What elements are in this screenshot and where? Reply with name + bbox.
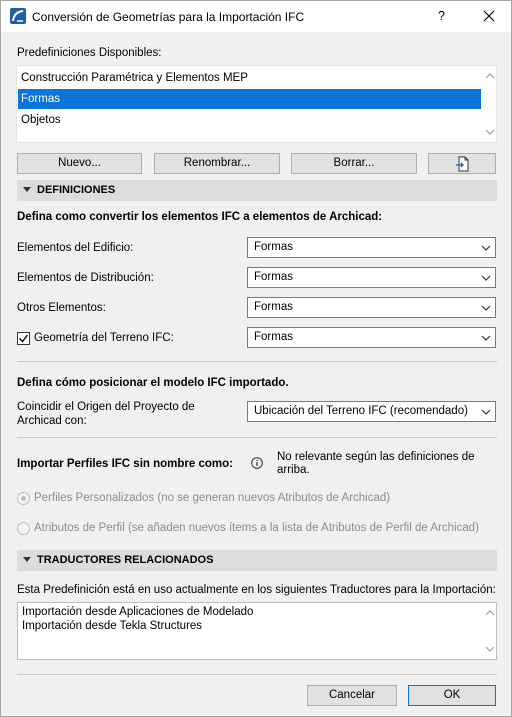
terrain-geometry-select[interactable] [247,327,496,348]
title-bar [1,1,511,32]
collapse-triangle-icon[interactable] [23,187,31,192]
list-item-label: Construcción Paramétrica y Elementos MEP [21,72,248,84]
info-icon [251,457,263,469]
list-item: Importación desde Tekla Structures [22,620,203,632]
export-button[interactable] [428,153,496,174]
select-value: Formas [254,241,293,253]
chevron-down-icon [481,408,491,416]
terrain-geometry-checkbox[interactable] [17,332,30,345]
select-value: Formas [254,331,293,343]
export-file-icon [455,156,471,172]
origin-select[interactable] [247,401,496,422]
help-button[interactable]: ? [438,9,445,23]
window-title: Conversión de Geometrías para la Importación IFC [32,10,305,24]
close-icon[interactable] [480,6,498,26]
section-title: DEFINICIONES [37,184,116,196]
profile-attributes-label: Atributos de Perfil (se añaden nuevos ítems a la lista de Atributos de Perfil de Archicad) [34,522,479,534]
chevron-down-icon [481,244,491,252]
chevron-down-icon [481,304,491,312]
translators-list[interactable] [17,602,497,660]
profiles-title: Importar Perfiles IFC sin nombre como: [17,458,233,470]
origin-label-line1: Coincidir el Origen del Proyecto de [17,401,195,413]
position-title: Defina cómo posicionar el modelo IFC importado. [17,377,289,389]
profiles-note-line1: No relevante según las definiciones de [277,451,475,463]
translators-section-header[interactable] [17,550,497,571]
cancel-button[interactable]: Cancelar [307,685,397,706]
presets-list[interactable] [16,65,497,143]
scroll-down-icon[interactable] [484,643,496,655]
building-elements-select[interactable] [247,237,496,258]
origin-label-line2: Archicad con: [17,415,87,427]
new-button[interactable]: Nuevo... [17,153,142,174]
scroll-up-icon[interactable] [484,607,496,619]
custom-profiles-radio[interactable] [17,492,30,505]
scroll-up-icon[interactable] [484,70,496,82]
list-item: Importación desde Aplicaciones de Modelado [22,606,254,618]
list-item-label: Formas [21,93,60,105]
profile-attributes-radio[interactable] [17,522,30,535]
select-value: Ubicación del Terreno IFC (recomendado) [254,405,468,417]
list-item[interactable] [18,110,481,130]
definitions-section-header[interactable] [17,180,497,201]
custom-profiles-label: Perfiles Personalizados (no se generan nuevos Atributos de Archicad) [34,492,391,504]
terrain-geometry-label: Geometría del Terreno IFC: [34,332,174,344]
select-value: Formas [254,271,293,283]
checkmark-icon [18,333,29,344]
other-elements-select[interactable] [247,297,496,318]
list-item-label: Objetos [21,114,61,126]
divider [17,437,497,438]
select-value: Formas [254,301,293,313]
list-item[interactable] [18,68,481,88]
archicad-app-icon [10,8,26,24]
section-title: TRADUCTORES RELACIONADOS [37,554,214,566]
chevron-down-icon [481,274,491,282]
scroll-down-icon[interactable] [484,126,496,138]
profiles-note-line2: arriba. [277,464,310,476]
delete-button[interactable]: Borrar... [291,153,417,174]
list-item-selected[interactable] [18,89,481,109]
chevron-down-icon [481,334,491,342]
building-elements-label: Elementos del Edificio: [17,242,134,254]
translators-description: Esta Predefinición está en uso actualmente en los siguientes Traductores para la Importación: [17,584,496,596]
presets-label: Predefiniciones Disponibles: [17,47,162,59]
convert-title: Defina como convertir los elementos IFC a elementos de Archicad: [17,211,383,223]
collapse-triangle-icon[interactable] [23,557,31,562]
divider [17,361,497,362]
distribution-elements-select[interactable] [247,267,496,288]
ok-button[interactable]: OK [408,685,496,706]
divider [17,674,497,675]
rename-button[interactable]: Renombrar... [154,153,280,174]
distribution-elements-label: Elementos de Distribución: [17,272,154,284]
other-elements-label: Otros Elementos: [17,302,106,314]
